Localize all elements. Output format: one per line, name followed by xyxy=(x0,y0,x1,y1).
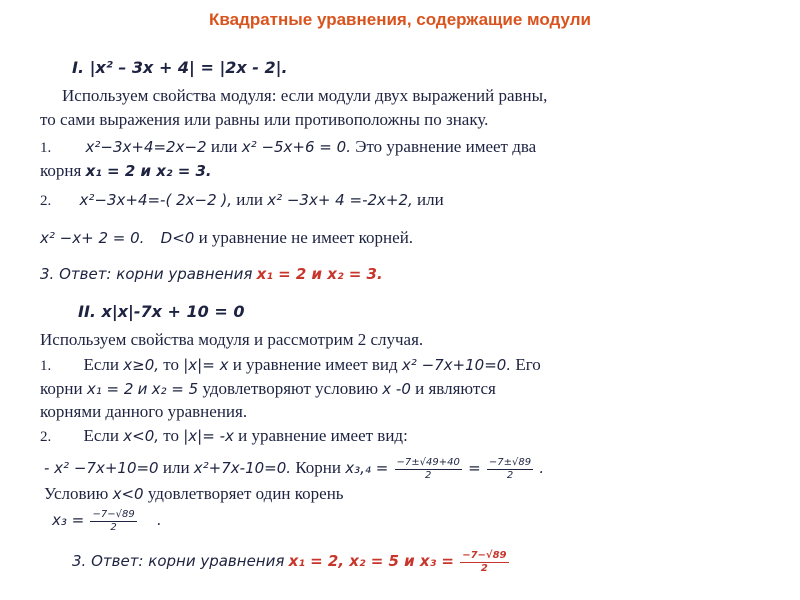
fraction-denominator: 2 xyxy=(480,562,488,574)
part1-case2 xyxy=(40,190,444,211)
answer-label: 3. Ответ: корни уравнения xyxy=(40,265,253,283)
condition: x<0, xyxy=(123,427,160,445)
fraction-numerator: −7−√89 xyxy=(92,508,135,520)
or-word: или xyxy=(417,190,444,209)
period: . xyxy=(156,511,162,529)
modulus: |x|= x xyxy=(183,356,229,374)
part1-case1 xyxy=(40,137,536,158)
part1-case1-roots xyxy=(40,161,212,181)
its-word: Его xyxy=(515,355,541,374)
roots-values: x₁ = 2 и x₂ = 3. xyxy=(85,162,212,180)
roots-x34: x₃,₄ = xyxy=(345,459,389,477)
equation: x² −5x+6 = 0. xyxy=(241,138,351,156)
fraction-denominator: 2 xyxy=(110,521,117,533)
fraction-numerator: −7±√89 xyxy=(488,456,532,468)
case-text: и уравнение не имеет корней. xyxy=(198,228,414,247)
equals-sign: = xyxy=(468,459,481,477)
answer-roots: x₁ = 2, x₂ = 5 и x₃ = xyxy=(288,552,454,570)
part2-case1-line2 xyxy=(40,379,496,399)
condition-text: Условию xyxy=(44,484,109,503)
part2-case3-line2 xyxy=(52,505,162,535)
part2-case3-line1 xyxy=(44,484,344,504)
part1-intro-line1: Используем свойства модуля: если модули двух выражений равны, xyxy=(62,86,548,105)
part2-intro: Используем свойства модуля и рассмотрим 2 случая. xyxy=(40,330,424,349)
roots-word: корня xyxy=(40,161,82,180)
case-text: Это уравнение имеет два xyxy=(355,137,537,156)
and-word: и xyxy=(137,380,148,398)
part1-case3 xyxy=(40,228,413,248)
root-x1: x₁ = 2 xyxy=(86,380,134,398)
case-number: 2. xyxy=(40,193,52,209)
equation: x² −x+ 2 = 0. xyxy=(40,229,145,247)
modulus: |x|= -x xyxy=(183,427,234,445)
period: . xyxy=(539,459,545,477)
part2-case1-line1 xyxy=(40,355,541,376)
part2-case1-line3: корнями данного уравнения. xyxy=(40,402,248,421)
then-word: то xyxy=(163,426,179,445)
part1-intro-line2: то сами выражения или равны или противоположны по знаку. xyxy=(40,110,489,129)
or-word: или xyxy=(236,190,263,209)
case-number: 1. xyxy=(40,358,52,374)
equation: x²−3x+4=2x−2 xyxy=(85,138,207,156)
part2-answer xyxy=(72,546,511,576)
condition: x -0 xyxy=(382,380,411,398)
are-text: и являются xyxy=(415,379,496,398)
satisfy-text: удовлетворяют условию xyxy=(202,379,379,398)
roots-word: корни xyxy=(40,379,83,398)
fraction-numerator: −7±√49+40 xyxy=(396,456,460,468)
part1-header: I. |x² – 3x + 4| = |2x - 2|. xyxy=(72,58,288,77)
answer-roots: x₁ = 2 и x₂ = 3. xyxy=(256,265,383,283)
fraction xyxy=(487,457,533,482)
equation: x²+7x-10=0. xyxy=(193,459,292,477)
part2-case2-line2 xyxy=(44,454,544,482)
answer-label: 3. Ответ: корни уравнения xyxy=(72,552,285,570)
then-word: то xyxy=(163,355,179,374)
condition: x≥0, xyxy=(123,356,160,374)
root-x2: x₂ = 5 xyxy=(151,380,199,398)
equation: x² −3x+ 4 =-2x+2, xyxy=(267,191,413,209)
equation: - x² −7x+10=0 xyxy=(44,459,159,477)
root-x3: x₃ = xyxy=(52,511,85,529)
fraction-denominator: 2 xyxy=(424,469,432,481)
answer-fraction xyxy=(460,550,508,575)
case-text: удовлетворяет один корень xyxy=(147,484,344,503)
discriminant: D<0 xyxy=(160,229,195,247)
or-word: или xyxy=(162,458,190,477)
if-word: Если xyxy=(83,426,120,445)
equation: x² −7x+10=0. xyxy=(401,356,512,374)
part1-answer xyxy=(40,264,383,284)
if-word: Если xyxy=(83,355,120,374)
or-word: или xyxy=(210,137,238,156)
roots-word: Корни xyxy=(295,458,341,477)
fraction-denominator: 2 xyxy=(506,469,514,481)
equation: x²−3x+4=-( 2x−2 ), xyxy=(79,191,233,209)
fraction-numerator: −7−√89 xyxy=(462,549,507,561)
case-number: 1. xyxy=(40,140,52,156)
fraction xyxy=(395,457,462,482)
condition: x<0 xyxy=(112,485,144,503)
page-title: Квадратные уравнения, содержащие модули xyxy=(208,10,591,29)
fraction xyxy=(90,509,136,534)
case-text: и уравнение имеет вид xyxy=(232,355,398,374)
part2-header: II. x|x|-7x + 10 = 0 xyxy=(78,302,245,321)
part2-case2-line1 xyxy=(40,426,408,447)
case-number: 2. xyxy=(40,429,52,445)
case-text: и уравнение имеет вид: xyxy=(238,426,408,445)
